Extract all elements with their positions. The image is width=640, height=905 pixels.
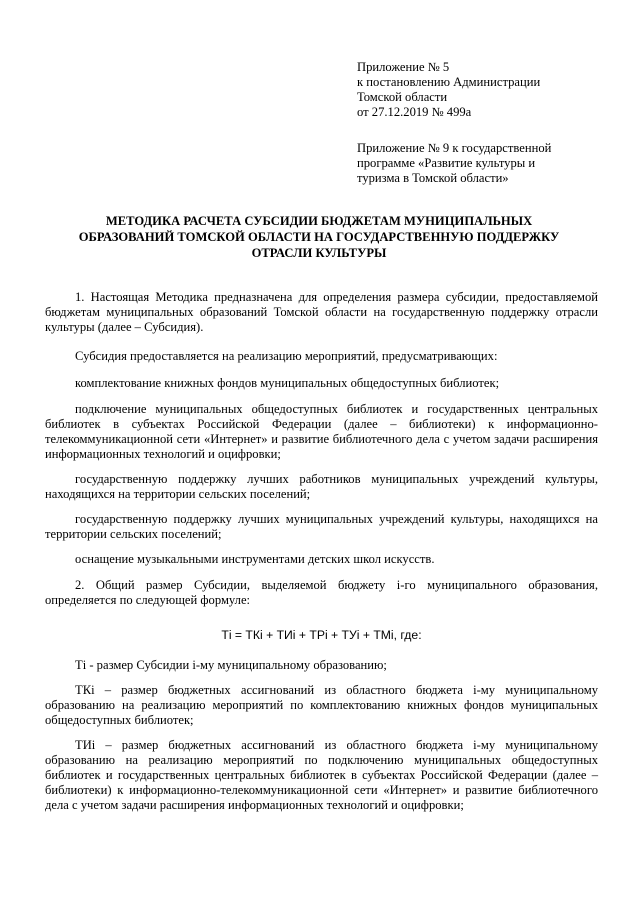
- paragraph-best-institutions: государственную поддержку лучших муниципальных учреждений культуры, находящихся на территории сельских поселений;: [45, 512, 598, 541]
- appendix-main-line: Томской области: [357, 90, 448, 104]
- paragraph-subsidy-intro: Субсидия предоставляется на реализацию мероприятий, предусматривающих:: [75, 349, 498, 363]
- paragraph-tii-definition: ТИi – размер бюджетных ассигнований из областного бюджета i-му муниципальному образованию на реализацию мероприятий по подключению муниципальных общедоступных библиотек и государственных центральных библиотек в субъектах Российской Федерации (далее – библиотеки) к информационно-телекоммуникационной сети «Интернет» и развитие библиотечного дела с учетом задачи расширения информационных технологий и оцифровки;: [45, 738, 598, 812]
- appendix-main-line: от 27.12.2019 № 499а: [357, 105, 472, 119]
- subsidy-formula: Тi = ТКi + ТИi + ТРi + ТУi + ТМi, где:: [221, 628, 422, 642]
- paragraph-best-workers: государственную поддержку лучших работников муниципальных учреждений культуры, находящихся на территории сельских поселений;: [45, 472, 598, 501]
- paragraph-book-funds: комплектование книжных фондов муниципальных общедоступных библиотек;: [75, 376, 500, 390]
- appendix-program-line: программе «Развитие культуры и: [357, 156, 536, 170]
- appendix-program-line: Приложение № 9 к государственной: [357, 141, 552, 155]
- document-title: [40, 213, 598, 261]
- paragraph-internet-connection: подключение муниципальных общедоступных библиотек и государственных центральных библиотек в субъектах Российской Федерации (далее – библиотеки) к информационно-телекоммуникационной сети «Интернет» и развитие библиотечного дела с учетом задачи расширения информационных технологий и оцифровки;: [45, 402, 598, 461]
- appendix-main-line: к постановлению Администрации: [357, 75, 541, 89]
- appendix-program-block: [357, 141, 597, 186]
- appendix-program-line: туризма в Томской области»: [357, 171, 509, 185]
- paragraph-tki-definition: ТКi – размер бюджетных ассигнований из областного бюджета i-му муниципальному образованию на реализацию мероприятий по комплектованию книжных фондов муниципальных общедоступных библиотек;: [45, 683, 598, 727]
- title-line: ОТРАСЛИ КУЛЬТУРЫ: [251, 246, 387, 260]
- title-line: МЕТОДИКА РАСЧЕТА СУБСИДИИ БЮДЖЕТАМ МУНИЦИПАЛЬНЫХ: [105, 214, 533, 228]
- paragraph-total-size: 2. Общий размер Субсидии, выделяемой бюджету i-го муниципального образования, определяется по следующей формуле:: [45, 578, 598, 607]
- paragraph-ti-definition: Тi - размер Субсидии i-му муниципальному образованию;: [75, 658, 387, 672]
- appendix-main-line: Приложение № 5: [357, 60, 450, 74]
- title-line: ОБРАЗОВАНИЙ ТОМСКОЙ ОБЛАСТИ НА ГОСУДАРСТВЕННУЮ ПОДДЕРЖКУ: [78, 230, 560, 244]
- appendix-main-block: [357, 60, 597, 120]
- paragraph-purpose: 1. Настоящая Методика предназначена для определения размера субсидии, предоставляемой бюджетам муниципальных образований Томской области на государственную поддержку отрасли культуры (далее – Субсидия).: [45, 290, 598, 334]
- paragraph-music-instruments: оснащение музыкальными инструментами детских школ искусств.: [75, 552, 435, 566]
